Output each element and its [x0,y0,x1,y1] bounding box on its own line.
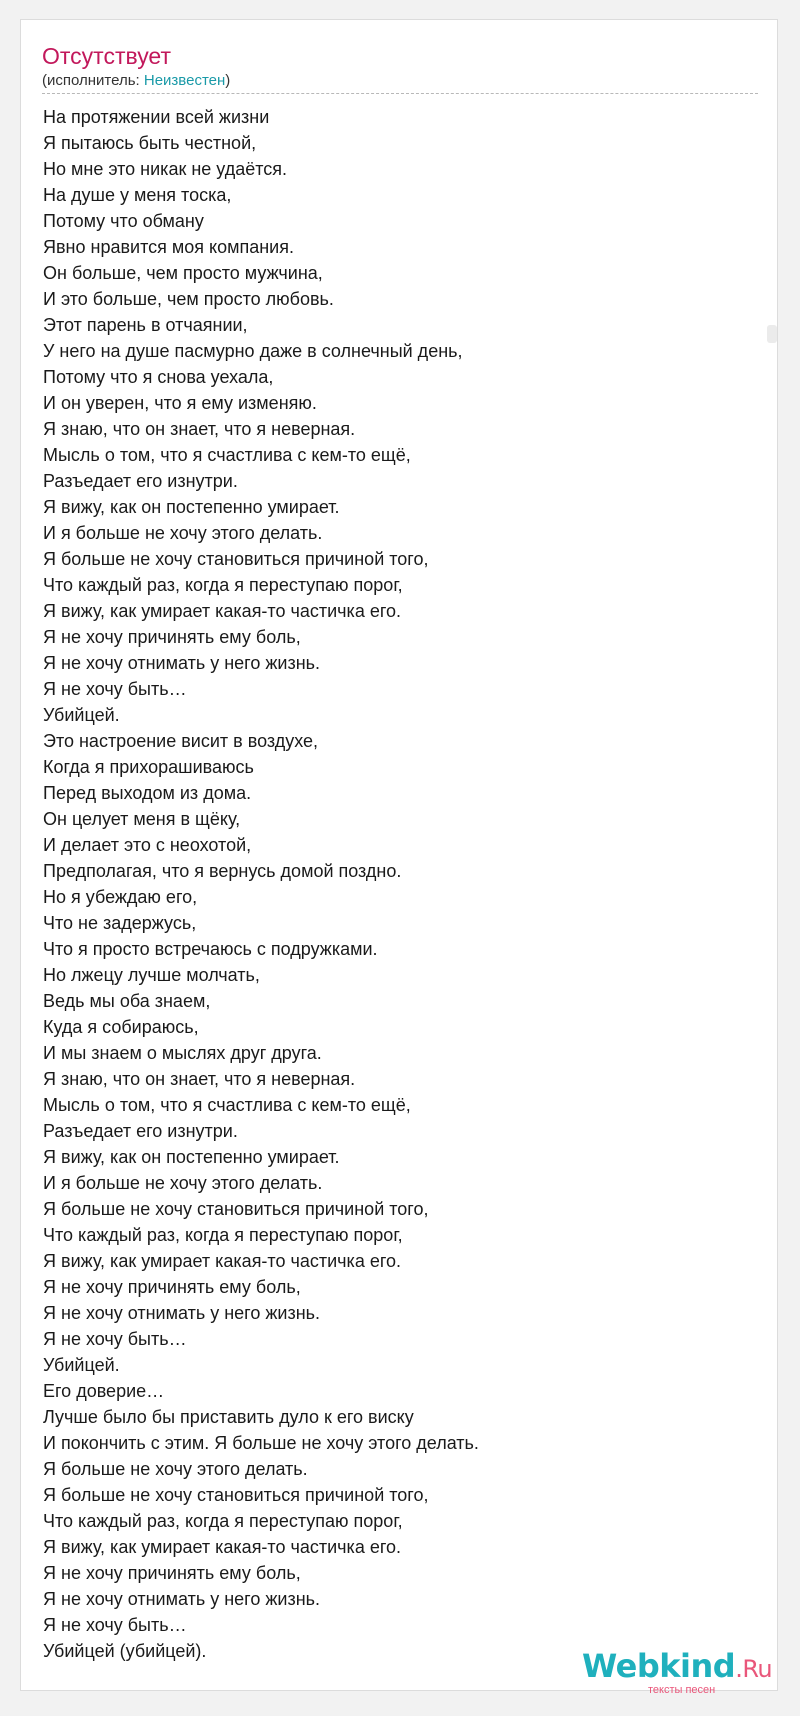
lyric-line: Явно нравится моя компания. [43,237,294,257]
artist-prefix: (исполнитель: [42,72,144,89]
logo-wordmark [582,1647,772,1688]
lyric-line: Я знаю, что он знает, что я неверная. [43,1069,356,1089]
artist-line [42,72,230,90]
lyric-line: И он уверен, что я ему изменяю. [43,393,317,413]
lyric-line: На протяжении всей жизни [43,107,270,127]
lyric-line: Предполагая, что я вернусь домой поздно. [43,861,402,881]
lyric-line: Разъедает его изнутри. [43,1121,238,1141]
lyric-line: Потому что обману [43,211,204,231]
logo-tagline: тексты песен [648,1684,716,1696]
lyric-line: И мы знаем о мыслях друг друга. [43,1043,322,1063]
lyric-line: И это больше, чем просто любовь. [43,289,334,309]
lyric-line: Потому что я снова уехала, [43,367,274,387]
lyric-line: Я не хочу причинять ему боль, [43,627,301,647]
lyric-line: Я не хочу причинять ему боль, [43,1563,301,1583]
lyric-line: Что я просто встречаюсь с подружками. [43,939,378,959]
lyric-line: Но лжецу лучше молчать, [43,965,260,985]
lyric-line: Я вижу, как он постепенно умирает. [43,497,340,517]
lyric-line: Я пытаюсь быть честной, [43,133,257,153]
lyric-line: Когда я прихорашиваюсь [43,757,254,777]
artist-link[interactable]: Неизвестен [143,72,226,89]
lyrics-text [43,104,743,1664]
lyric-line: Лучше было бы приставить дуло к его виску [43,1407,414,1427]
lyric-line: Ведь мы оба знаем, [43,991,211,1011]
lyric-line: Я не хочу причинять ему боль, [43,1277,301,1297]
lyric-line: Мысль о том, что я счастлива с кем-то ещё, [43,445,411,465]
logo-brand: Webkind [582,1647,736,1685]
lyric-line: Его доверие… [43,1381,165,1401]
lyric-line: Это настроение висит в воздухе, [43,731,319,751]
lyric-line: Я вижу, как умирает какая-то частичка его. [43,1537,402,1557]
logo-tld: .Ru [735,1655,773,1683]
song-title: Отсутствует [42,43,171,69]
lyric-line: Я не хочу быть… [43,679,187,699]
lyric-line: Я знаю, что он знает, что я неверная. [43,419,356,439]
lyric-line: Он целует меня в щёку, [43,809,241,829]
lyric-line: Я не хочу отнимать у него жизнь. [43,1303,321,1323]
artist-suffix: ) [225,72,231,89]
lyric-line: Я больше не хочу этого делать. [43,1459,308,1479]
webkind-logo [582,1647,772,1697]
lyric-line: Что не задержусь, [43,913,197,933]
lyric-line: На душе у меня тоска, [43,185,232,205]
lyric-line: И я больше не хочу этого делать. [43,523,323,543]
header-divider [42,93,758,94]
lyric-line: У него на душе пасмурно даже в солнечный день, [43,341,463,361]
lyric-line: Я вижу, как он постепенно умирает. [43,1147,340,1167]
lyric-line: Но я убеждаю его, [43,887,198,907]
lyric-line: И покончить с этим. Я больше не хочу этого делать. [43,1433,479,1453]
lyric-line: Этот парень в отчаянии, [43,315,248,335]
lyric-line: Я больше не хочу становиться причиной того, [43,549,429,569]
lyric-line: Он больше, чем просто мужчина, [43,263,323,283]
lyric-line: Я больше не хочу становиться причиной того, [43,1199,429,1219]
lyric-line: Убийцей. [43,1355,120,1375]
lyric-line: Я не хочу отнимать у него жизнь. [43,653,321,673]
lyric-line: Я больше не хочу становиться причиной того, [43,1485,429,1505]
lyric-line: Я не хочу быть… [43,1329,187,1349]
lyric-line: Разъедает его изнутри. [43,471,238,491]
lyric-line: Что каждый раз, когда я переступаю порог, [43,575,403,595]
lyric-line: И я больше не хочу этого делать. [43,1173,323,1193]
lyric-line: Я вижу, как умирает какая-то частичка его. [43,601,402,621]
lyric-line: Что каждый раз, когда я переступаю порог, [43,1225,403,1245]
lyric-line: Я не хочу отнимать у него жизнь. [43,1589,321,1609]
lyric-line: Что каждый раз, когда я переступаю порог, [43,1511,403,1531]
lyric-line: Я вижу, как умирает какая-то частичка его. [43,1251,402,1271]
lyric-line: Убийцей. [43,705,120,725]
lyric-line: Перед выходом из дома. [43,783,252,803]
lyric-line: И делает это с неохотой, [43,835,252,855]
scroll-marker [767,325,777,343]
lyric-line: Убийцей (убийцей). [43,1641,207,1661]
lyric-line: Но мне это никак не удаётся. [43,159,288,179]
lyric-line: Куда я собираюсь, [43,1017,199,1037]
lyric-line: Мысль о том, что я счастлива с кем-то ещё, [43,1095,411,1115]
lyric-line: Я не хочу быть… [43,1615,187,1635]
